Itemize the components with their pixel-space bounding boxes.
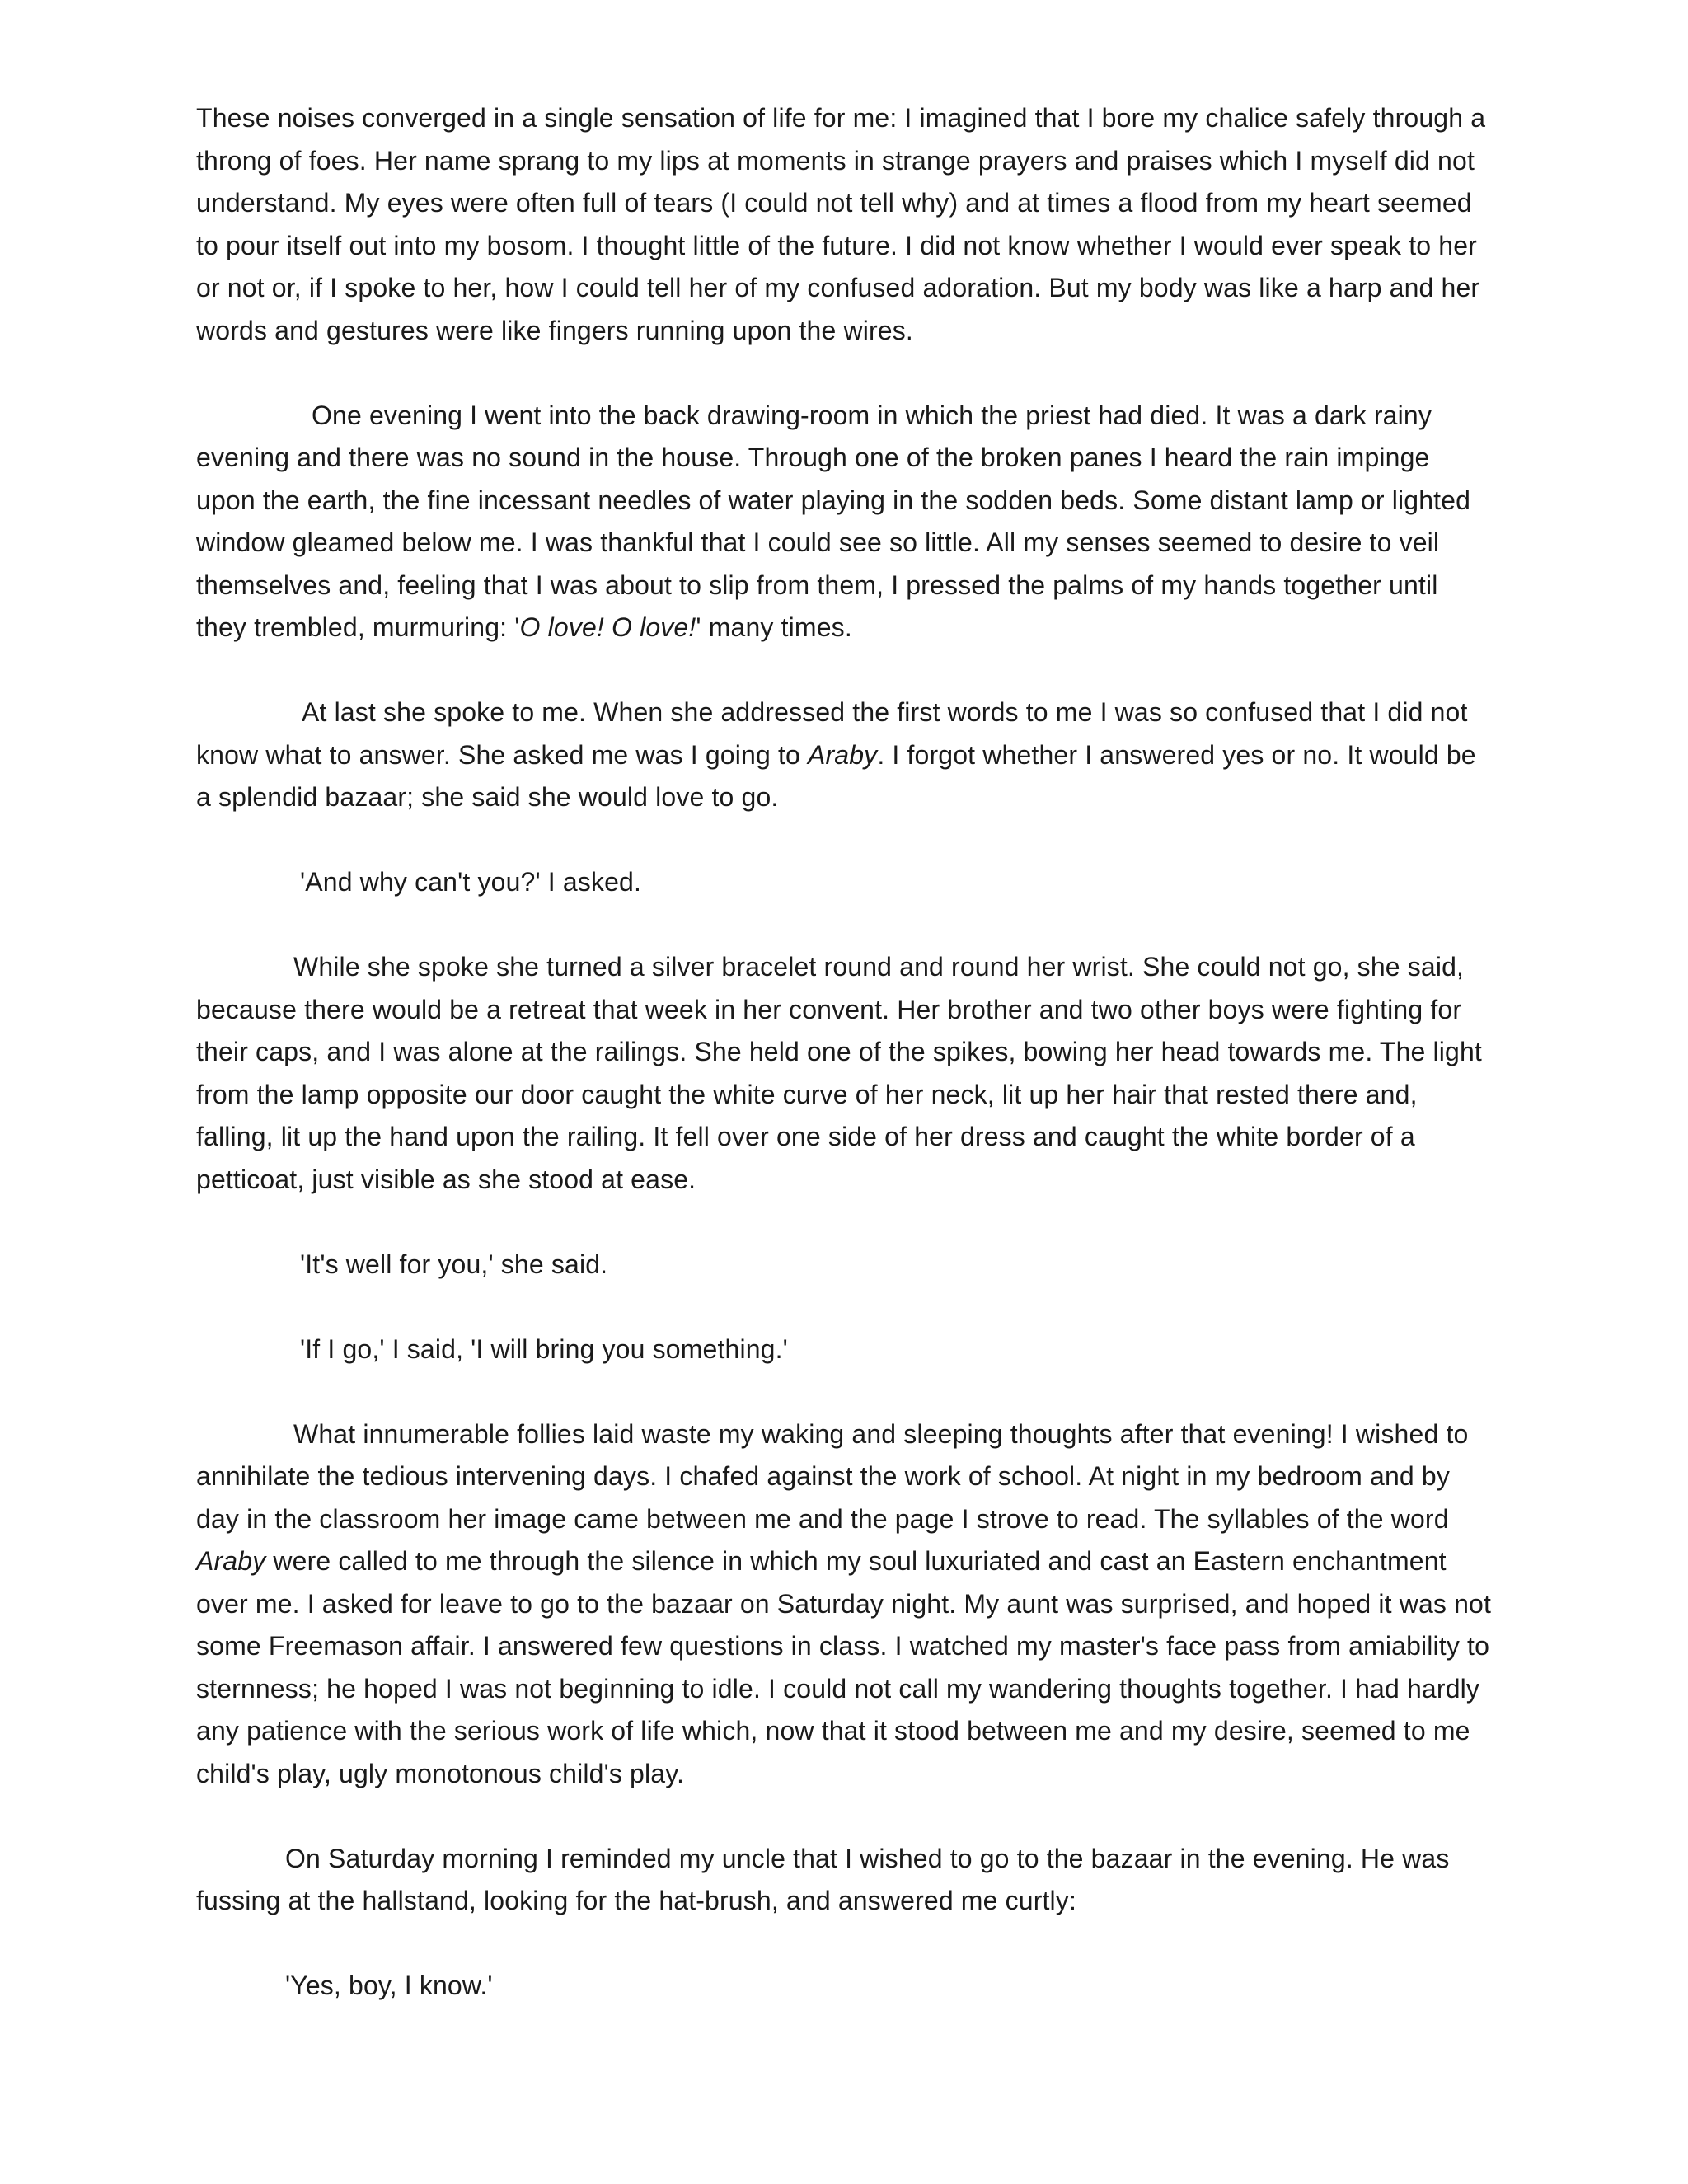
paragraph-text: . I forgot whether I answered yes or no. It would be a splendid bazaar; she said she would love to go. bbox=[196, 739, 1476, 812]
italic-phrase: O love! O love! bbox=[519, 612, 696, 642]
paragraph-follies bbox=[196, 1413, 1492, 1796]
paragraph-drawing-room bbox=[196, 395, 1492, 649]
body-text bbox=[196, 97, 1492, 2008]
paragraph-chalice bbox=[196, 97, 1492, 352]
paragraph-text: 'It's well for you,' she said. bbox=[300, 1249, 608, 1279]
paragraph-text: 'Yes, boy, I know.' bbox=[285, 1971, 493, 2000]
italic-phrase: Araby bbox=[196, 1546, 266, 1576]
paragraph-text: These noises converged in a single sensation of life for me: I imagined that I bore my chalice safely through a throng of foes. Her name sprang to my lips at moments in strange prayers and praises which I myself did not understand. My eyes were often full of tears (I could not tell why) and at times a flood from my heart seemed to pour itself out into my bosom. I thought little of the future. I did not know whether I would ever speak to her or not or, if I spoke to her, how I could tell her of my confused adoration. But my body was like a harp and her words and gestures were like fingers running upon the wires. bbox=[196, 103, 1486, 345]
paragraph-bracelet bbox=[196, 946, 1492, 1201]
paragraph-text: ' many times. bbox=[696, 612, 852, 642]
paragraph-text: 'And why can't you?' I asked. bbox=[300, 867, 642, 897]
dialogue-bring-something bbox=[196, 1329, 1492, 1371]
paragraph-text: 'If I go,' I said, 'I will bring you something.' bbox=[300, 1333, 788, 1364]
dialogue-yes-boy bbox=[196, 1965, 1492, 2008]
italic-phrase: Araby bbox=[807, 739, 878, 770]
paragraph-text: At last she spoke to me. When she addressed the first words to me I was so confused that I did not know what to answer. She asked me was I going to bbox=[196, 697, 1468, 770]
paragraph-text: What innumerable follies laid waste my waking and sleeping thoughts after that evening! I wished to annihilate the tedious intervening days. I chafed against the work of school. At night in my bedroom and by day in the classroom her image came between me and the page I strove to read. The syllables of the word bbox=[196, 1418, 1469, 1534]
paragraph-text: While she spoke she turned a silver bracelet round and round her wrist. She could not go, she said, because there would be a retreat that week in her convent. Her brother and two other boys were fighting for their caps, and I was alone at the railings. She held one of the spikes, bowing her head towards me. The light from the lamp opposite our door caught the white curve of her neck, lit up her hair that rested there and, falling, lit up the hand upon the railing. It fell over one side of her dress and caught the white border of a petticoat, just visible as she stood at ease. bbox=[196, 952, 1482, 1194]
paragraph-saturday-morning bbox=[196, 1838, 1492, 1923]
paragraph-text: On Saturday morning I reminded my uncle that I wished to go to the bazaar in the evening. He was fussing at the hallstand, looking for the hat-brush, and answered me curtly: bbox=[196, 1843, 1450, 1915]
dialogue-why-cant-you bbox=[196, 861, 1492, 904]
paragraph-she-spoke bbox=[196, 691, 1492, 819]
dialogue-well-for-you bbox=[196, 1244, 1492, 1286]
paragraph-text: One evening I went into the back drawing-room in which the priest had died. It was a dark rainy evening and there was no sound in the house. Through one of the broken panes I heard the rain impinge upon the earth, the fine incessant needles of water playing in the sodden beds. Some distant lamp or lighted window gleamed below me. I was thankful that I could see so little. All my senses seemed to desire to veil themselves and, feeling that I was about to slip from them, I pressed the palms of my hands together until they trembled, murmuring: ' bbox=[196, 400, 1471, 642]
paragraph-text: were called to me through the silence in which my soul luxuriated and cast an Eastern enchantment over me. I asked for leave to go to the bazaar on Saturday night. My aunt was surprised, and hoped it was not some Freemason affair. I answered few questions in class. I watched my master's face pass from amiability to sternness; he hoped I was not beginning to idle. I could not call my wandering thoughts together. I had hardly any patience with the serious work of life which, now that it stood between me and my desire, seemed to me child's play, ugly monotonous child's play. bbox=[196, 1546, 1492, 1788]
